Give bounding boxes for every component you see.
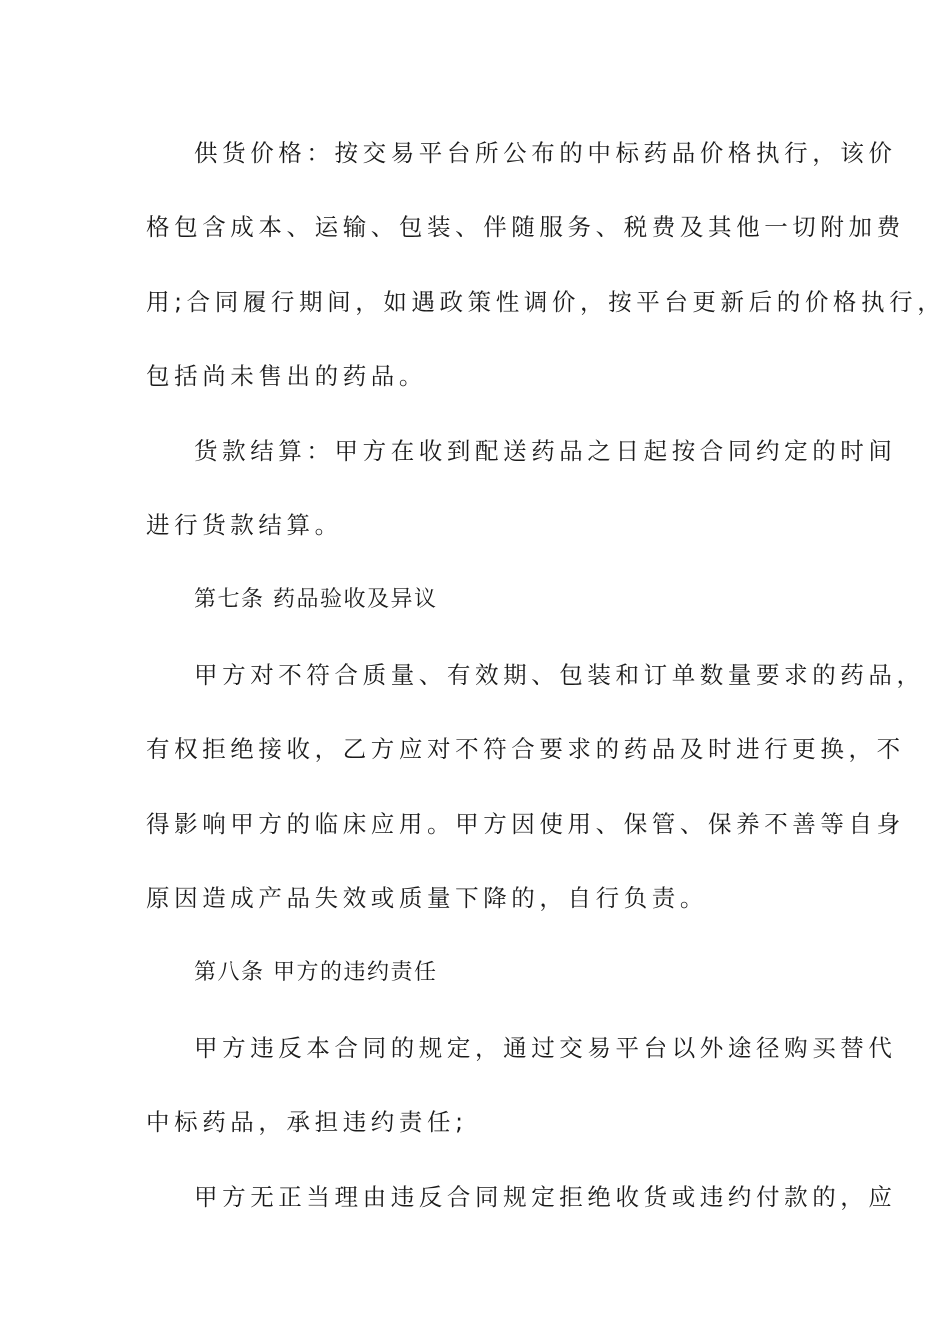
paragraph-party-a-breach-line-1: 甲方违反本合同的规定，通过交易平台以外途径购买替代 xyxy=(194,1034,897,1062)
paragraph-supply-price-line-4: 包括尚未售出的药品。 xyxy=(146,362,427,390)
paragraph-acceptance-line-1: 甲方对不符合质量、有效期、包装和订单数量要求的药品， xyxy=(194,661,925,689)
paragraph-refusal-line-1: 甲方无正当理由违反合同规定拒绝收货或违约付款的，应 xyxy=(194,1183,897,1211)
paragraph-acceptance-line-3: 得影响甲方的临床应用。甲方因使用、保管、保养不善等自身 xyxy=(146,810,905,838)
paragraph-supply-price-line-3: 用;合同履行期间，如遇政策性调价，按平台更新后的价格执行， xyxy=(146,288,946,316)
paragraph-payment-line-1: 货款结算：甲方在收到配送药品之日起按合同约定的时间 xyxy=(194,437,897,465)
paragraph-supply-price-line-2: 格包含成本、运输、包装、伴随服务、税费及其他一切附加费 xyxy=(146,213,905,241)
paragraph-party-a-breach-line-2: 中标药品，承担违约责任; xyxy=(146,1108,468,1136)
section-heading-article-7: 第七条 药品验收及异议 xyxy=(194,587,438,612)
paragraph-acceptance-line-4: 原因造成产品失效或质量下降的，自行负责。 xyxy=(146,884,708,912)
paragraph-acceptance-line-2: 有权拒绝接收，乙方应对不符合要求的药品及时进行更换，不 xyxy=(146,735,905,763)
paragraph-payment-line-2: 进行货款结算。 xyxy=(146,511,343,539)
paragraph-supply-price-line-1: 供货价格：按交易平台所公布的中标药品价格执行，该价 xyxy=(194,139,897,167)
section-heading-article-8: 第八条 甲方的违约责任 xyxy=(194,960,438,985)
